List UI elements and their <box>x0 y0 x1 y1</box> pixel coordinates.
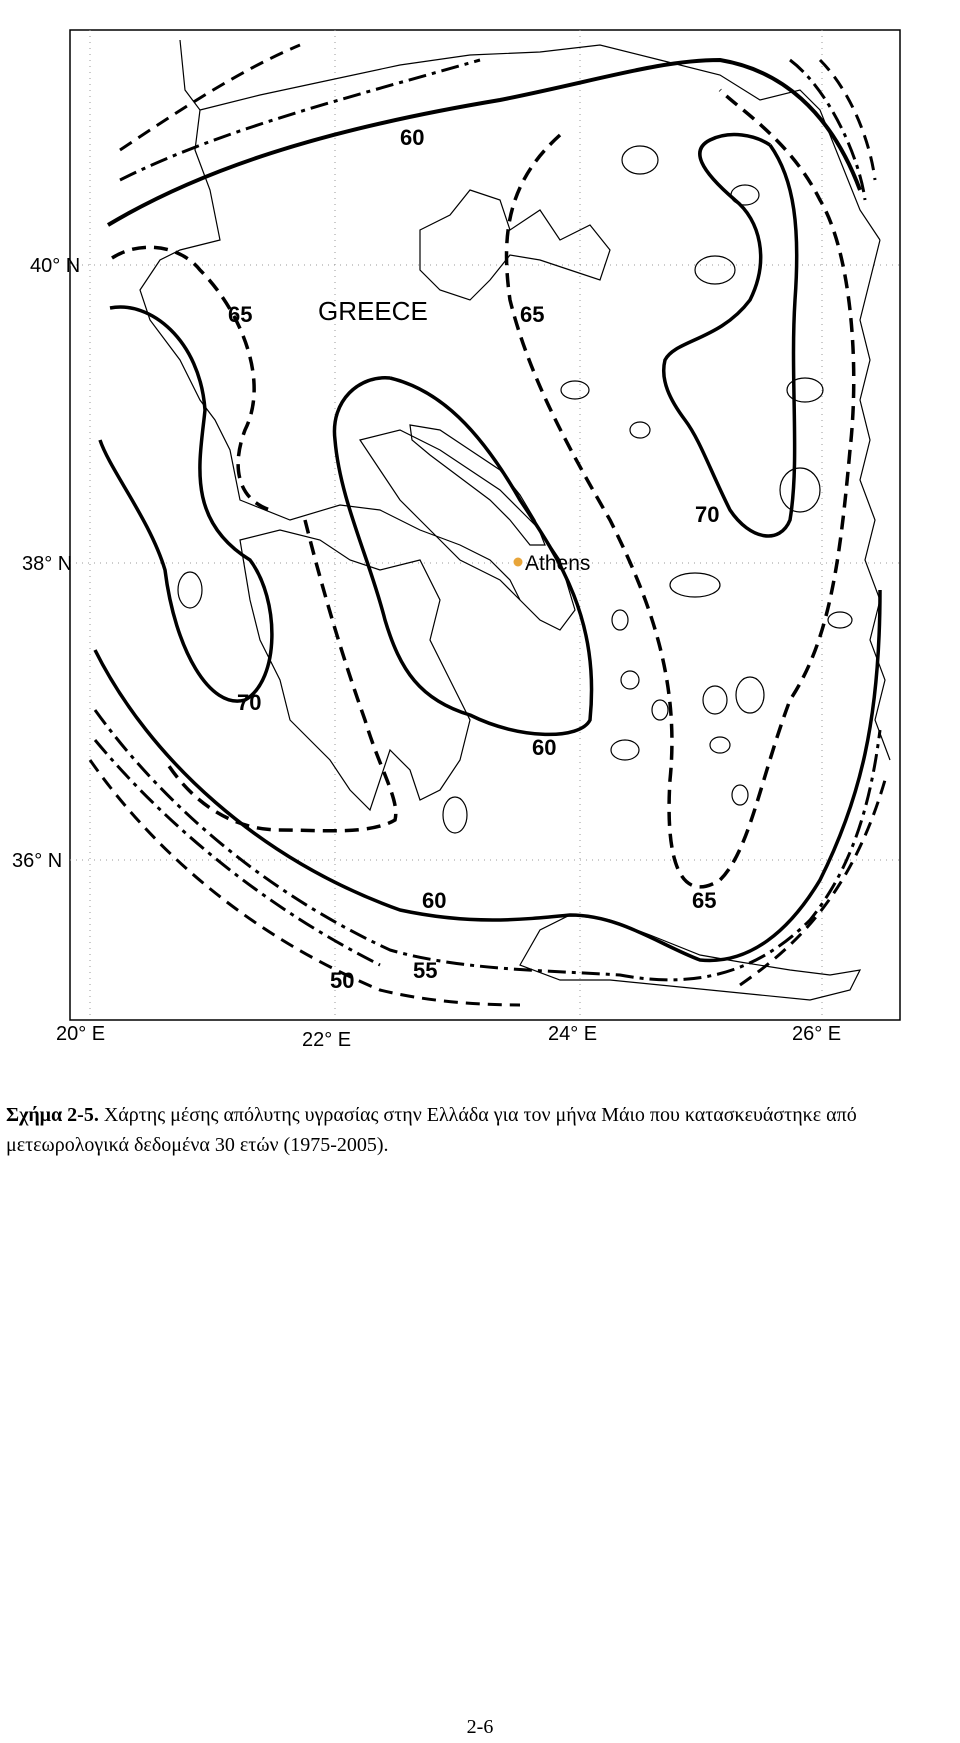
country-label: GREECE <box>318 296 428 326</box>
map-frame <box>70 30 900 1020</box>
lat-label-38: 38° N <box>22 553 73 575</box>
contour-label-65-south: 65 <box>692 888 717 913</box>
lon-label-26: 26° E <box>792 1023 842 1045</box>
lat-label-36: 36° N <box>12 850 63 872</box>
contour-label-50-south: 50 <box>330 968 355 993</box>
contour-label-60-south: 60 <box>422 888 447 913</box>
figure-caption <box>6 1100 956 1160</box>
contour-label-70-east: 70 <box>695 502 720 527</box>
contour-label-65-west: 65 <box>228 302 253 327</box>
contour-label-60-north: 60 <box>400 125 425 150</box>
contour-label-70-west: 70 <box>237 690 262 715</box>
contour-label-55-south: 55 <box>413 958 438 983</box>
contour-label-65-center: 65 <box>520 302 545 327</box>
lon-label-22: 22° E <box>302 1029 352 1051</box>
lon-label-24: 24° E <box>548 1023 598 1045</box>
figure-number: Σχήμα 2-5. <box>6 1104 99 1126</box>
lon-label-20: 20° E <box>56 1023 106 1045</box>
caption-text: Χάρτης μέσης απόλυτης υγρασίας στην Ελλάδα για τον μήνα Μάιο που κατασκευάστηκε από μετεωρολογικά δεδομένα 30 ετών (1975-2005). <box>6 1104 857 1156</box>
athens-marker <box>514 558 523 567</box>
contour-label-60-central: 60 <box>532 735 557 760</box>
page-number: 2-6 <box>466 1716 494 1738</box>
lat-label-40: 40° N <box>30 255 81 277</box>
city-label: Athens <box>525 552 591 575</box>
